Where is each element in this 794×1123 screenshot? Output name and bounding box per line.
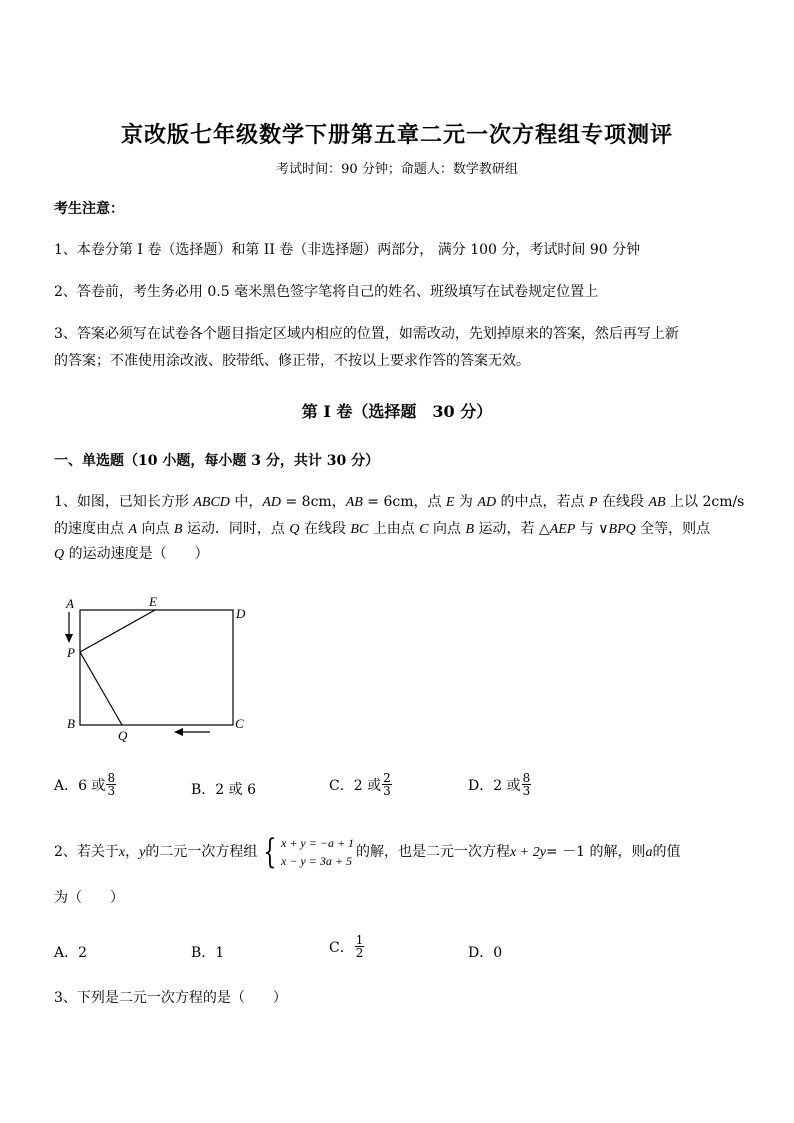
label-b: B xyxy=(67,716,75,731)
rectangle-abcd xyxy=(80,610,233,725)
arrow-c-head xyxy=(174,728,183,736)
section-heading: 一、单选题（10 小题，每小题 3 分，共计 30 分） xyxy=(54,453,380,469)
notice-heading: 考生注意： xyxy=(54,201,124,217)
q2-line-1: 2、若关于 x ， y 的二元一次方程组 { x + y = −a + 1 x − y = 3a + 5 的解，也是二元一次方程 x + 2y = －1 的解，则 a 的值 xyxy=(54,832,681,872)
label-p: P xyxy=(67,645,75,660)
q1-option-b[interactable]: B．2 或 6 xyxy=(191,782,257,798)
q2-line-2: 为（ ） xyxy=(54,890,124,906)
q2-option-a[interactable]: A．2 xyxy=(54,945,88,961)
q1-figure xyxy=(55,590,255,745)
notice-item-1: 1、本卷分第 I 卷（选择题）和第 II 卷（非选择题）两部分， 满分 100 分，考试时间 90 分钟 xyxy=(54,242,641,258)
equation-system: { x + y = −a + 1 x − y = 3a + 5 xyxy=(263,832,355,872)
q2-option-b[interactable]: B．1 xyxy=(191,945,225,961)
label-c: C xyxy=(235,716,244,731)
q1-option-a[interactable]: A．6 或 $\frac{8}{3}$ xyxy=(54,771,116,798)
q1-option-c[interactable]: C．2 或 $\frac{2}{3}$ xyxy=(329,771,391,798)
q1-option-d[interactable]: D．2 或 $\frac{8}{3}$ xyxy=(468,771,531,798)
exam-info: 考试时间：90 分钟；命题人：数学教研组 xyxy=(276,162,518,177)
q1-line-3: Q 的运动速度是（ ） xyxy=(54,546,209,562)
segment-pq xyxy=(80,652,122,725)
q1-line-1: 1、如图，已知长方形 ABCD 中，AD = 8cm，AB = 6cm，点 E 为 AD 的中点，若点 P 在线段 AB 上以 2cm/s xyxy=(54,494,745,510)
q2-option-c[interactable]: C． $\frac{1}{2}$ xyxy=(329,933,364,960)
notice-item-2: 2、答卷前，考生务必用 0.5 毫米黑色签字笔将自己的姓名、班级填写在试卷规定位置上 xyxy=(54,284,599,300)
label-q: Q xyxy=(118,728,128,743)
notice-item-3-cont: 的答案；不准使用涂改液、胶带纸、修正带，不按以上要求作答的答案无效。 xyxy=(54,353,530,369)
label-d: D xyxy=(236,606,246,621)
arrow-a-head xyxy=(65,634,73,643)
q3-line-1: 3、下列是二元一次方程的是（ ） xyxy=(54,990,287,1006)
q2-option-d[interactable]: D．0 xyxy=(468,945,503,961)
q1-line-2: 的速度由点 A 向点 B 运动．同时，点 Q 在线段 BC 上由点 C 向点 B 运动，若 △AEP 与 ∨BPQ 全等，则点 xyxy=(54,521,711,537)
page-title: 京改版七年级数学下册第五章二元一次方程组专项测评 xyxy=(120,122,673,148)
part1-title: 第 I 卷（选择题 30 分） xyxy=(301,402,493,421)
label-e: E xyxy=(149,594,157,609)
label-a: A xyxy=(66,596,74,611)
segment-pe xyxy=(80,610,155,652)
notice-item-3: 3、答案必须写在试卷各个题目指定区域内相应的位置，如需改动，先划掉原来的答案，然后再写上新 xyxy=(54,326,679,342)
